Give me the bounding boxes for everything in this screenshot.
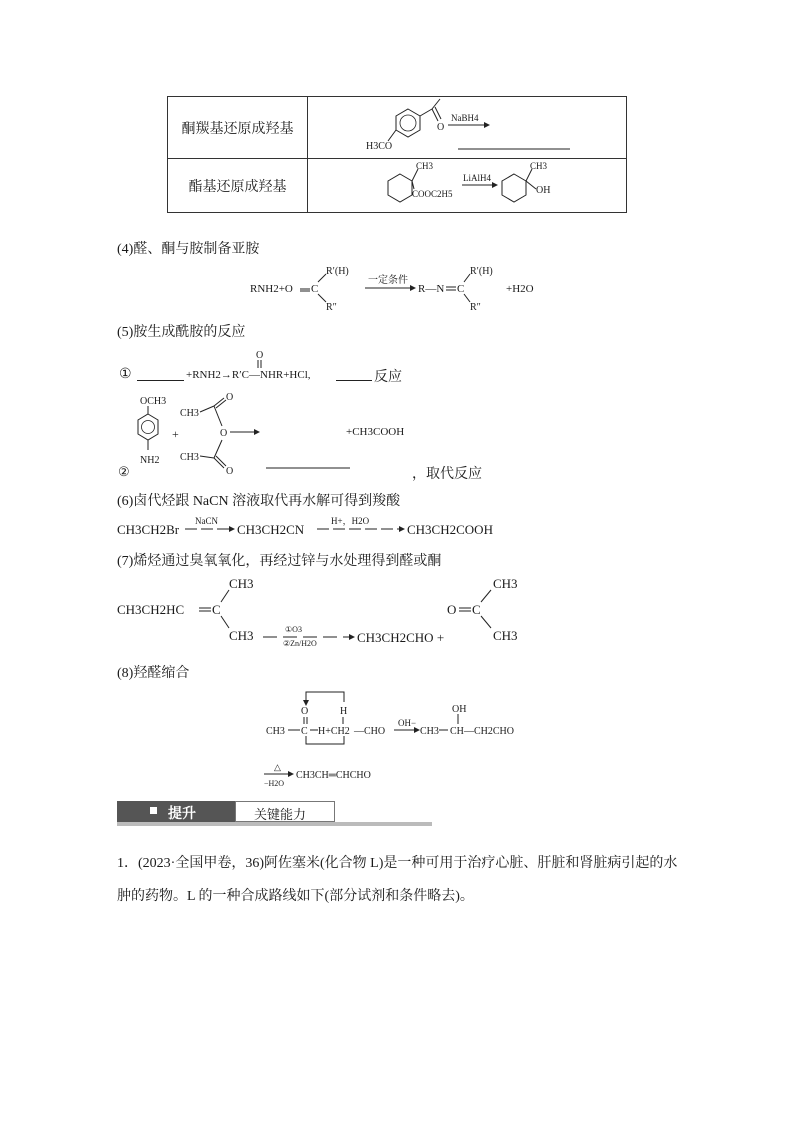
table-row [168, 97, 627, 159]
condition: 一定条件 [368, 275, 408, 286]
ch3-label: CH3 [416, 161, 434, 171]
imine-reaction [250, 264, 550, 314]
alkene-c: C [212, 602, 221, 617]
ch3-top: CH3 [180, 408, 199, 419]
r-prime: R′(H) [326, 266, 349, 277]
propionic-acid: CH3CH2COOH [407, 522, 493, 537]
ester-label: COOC2H5 [412, 189, 453, 199]
o-bottom: O [226, 466, 234, 477]
propionitrile: CH3CH2CN [237, 522, 305, 537]
alkene-ch3-bottom: CH3 [229, 628, 254, 643]
reaction-table [167, 96, 627, 213]
condition-ozone: ①O3 [285, 625, 302, 634]
banner-dark-label: 提升 [168, 805, 196, 821]
question-line-1: 1．(2023·全国甲卷，36)阿佐塞米(化合物 L)是一种可用于治疗心脏、肝脏和肾脏病引起的水 [117, 856, 678, 871]
item-1-suffix: 反应 [374, 370, 402, 385]
aldol-ch3: CH3 [266, 726, 285, 737]
plus-sign: + [172, 427, 179, 441]
r-double-prime: R″ [326, 302, 337, 313]
section-4-title: (4)醛、酮与胺制备亚胺 [117, 242, 260, 257]
section-5-title: (5)胺生成酰胺的反应 [117, 325, 246, 340]
aldol-c: C [301, 726, 308, 737]
item-2-suffix: ，取代反应 [412, 467, 482, 482]
alkene-ch3-top: CH3 [229, 576, 254, 591]
hydroxide: OH− [398, 718, 417, 728]
amide-equation-1 [186, 350, 386, 382]
product-oh: OH [452, 704, 467, 715]
minus-water: −H2O [264, 779, 285, 788]
methoxy-label: H3CO [366, 141, 393, 152]
product-ch3: CH3 [420, 726, 439, 737]
ch3-bottom: CH3 [180, 452, 199, 463]
ch3-product-label: CH3 [530, 161, 548, 171]
product-ch: CH [450, 726, 464, 737]
reagent-nabh4: NaBH4 [451, 113, 479, 123]
answer-blank-2 [336, 380, 372, 381]
condition-zn-water: ②Zn/H2O [283, 639, 317, 648]
reagent-nacn: NaCN [195, 516, 218, 526]
ketone-reduction-diagram [308, 97, 630, 159]
ethyl-bromide: CH3CH2Br [117, 522, 180, 537]
o-bridge: O [220, 428, 228, 439]
item-1-number: ① [119, 367, 132, 382]
ketone-o: O [447, 602, 457, 617]
carbon-c: C [311, 283, 319, 295]
amide-o: O [256, 350, 264, 361]
section-8-title: (8)羟醛缩合 [117, 666, 190, 681]
aldol-cho: —CHO [354, 726, 386, 737]
aldol-condensation [262, 688, 562, 788]
ketone-ch3-bottom: CH3 [493, 628, 518, 643]
reagent-lialh4: LiAlH4 [463, 173, 491, 183]
o-top: O [226, 392, 234, 403]
section-7-title: (7)烯烃通过臭氧氧化，再经过锌与水处理得到醛或酮 [117, 554, 442, 569]
banner-underline [117, 822, 432, 826]
table-cell-label [168, 159, 308, 213]
ketone-c: C [472, 602, 481, 617]
ketone-ch3-top: CH3 [493, 576, 518, 591]
banner-light-label: 关键能力 [254, 807, 307, 822]
row-label: 酯基还原成羟基 [188, 177, 287, 194]
acetic-acid: +CH3COOH [346, 426, 405, 438]
product-c: C [457, 283, 465, 295]
table-cell-reaction [308, 97, 627, 159]
carbonyl-o: O [437, 122, 445, 133]
nh2-label: NH2 [140, 455, 160, 466]
aldol-h: H [340, 706, 348, 717]
alkene-left: CH3CH2HC [117, 602, 185, 617]
oh-label: OH [536, 185, 551, 196]
product-r-double-prime: R″ [470, 302, 481, 313]
answer-blank-1 [137, 380, 184, 381]
nitrile-hydrolysis [117, 512, 497, 538]
propanal: CH3CH2CHO + [357, 630, 445, 645]
product-tail: —CH2CHO [464, 726, 515, 737]
row-label: 酮羰基还原成羟基 [181, 119, 294, 136]
reagent-h-h2o: H+，H2O [331, 516, 370, 526]
crotonaldehyde: CH3CH═CHCHO [296, 770, 371, 781]
amine-carbonyl: RNH2+O [250, 283, 293, 295]
question-line-2: 肿的药物。L 的一种合成路线如下(部分试剂和条件略去)。 [117, 889, 474, 904]
aldol-o: O [301, 706, 309, 717]
water: +H2O [506, 283, 534, 295]
ozonolysis-reaction [117, 574, 537, 646]
table-row [168, 159, 627, 213]
product-r-prime: R′(H) [470, 266, 493, 277]
table-cell-reaction [308, 159, 627, 213]
heat-symbol: △ [274, 762, 281, 772]
item-2-number: ② [118, 464, 130, 479]
amide-equation: +RNH2→R′C—NHR+HCl, [186, 369, 311, 381]
ester-reduction-diagram [308, 159, 630, 213]
banner-square-icon [150, 807, 157, 814]
aldol-h-plus: H+CH2 [318, 726, 350, 737]
och3-label: OCH3 [140, 396, 167, 407]
section-6-title: (6)卤代烃跟 NaCN 溶液取代再水解可得到羧酸 [117, 494, 401, 509]
product-rn: R—N [418, 283, 445, 295]
table-cell-label [168, 97, 308, 159]
